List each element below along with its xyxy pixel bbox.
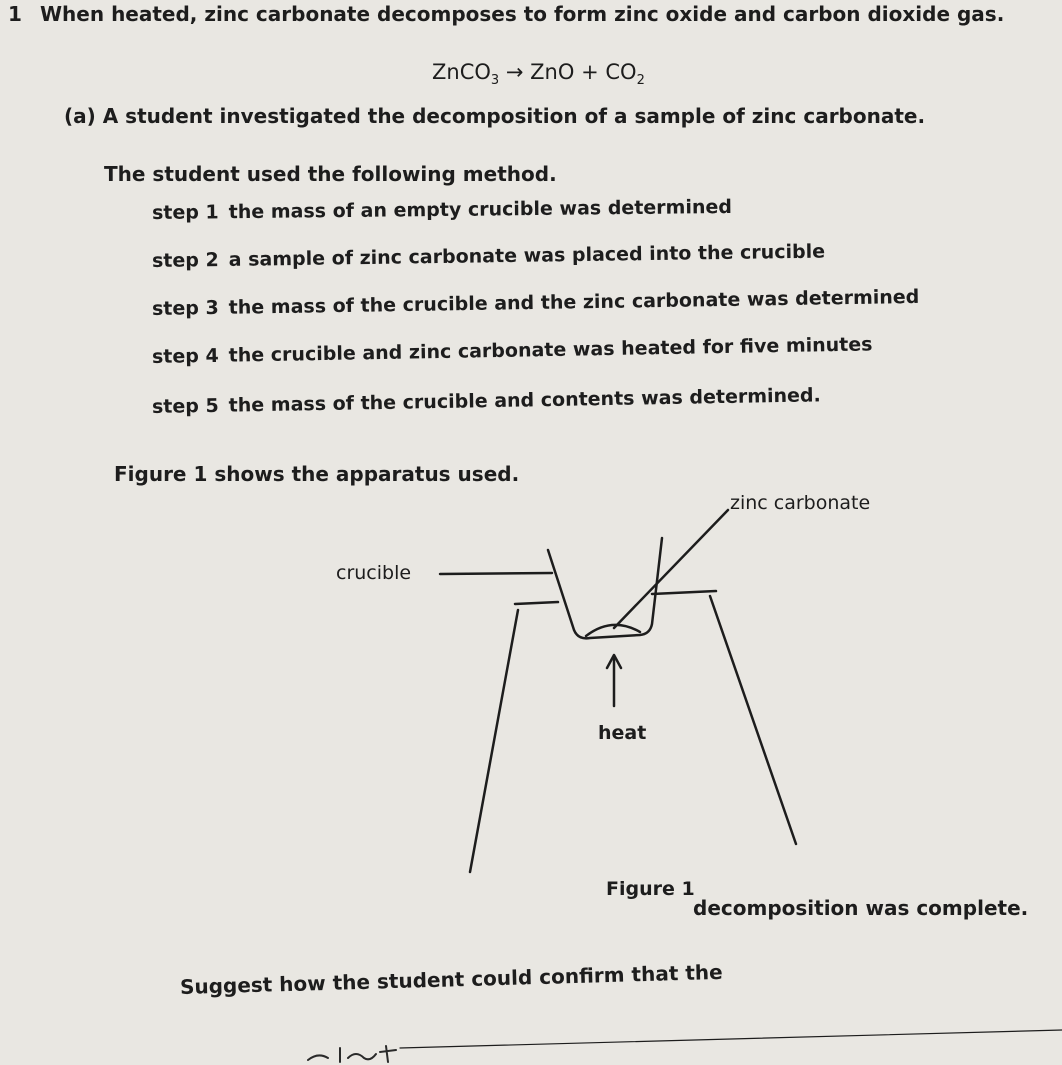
tripod-top-right [652,591,716,594]
zinc-carbonate-leader-line [614,510,728,628]
question-number: 1 [8,2,22,26]
tripod-leg-left [470,610,518,872]
crucible-leader-line [440,573,552,574]
crucible [548,538,662,638]
product-2-subscript: 2 [636,73,645,89]
tripod-leg-right [710,596,796,844]
tripod-top-left [515,602,558,604]
label-heat: heat [598,722,647,744]
figure-intro: Figure 1 shows the apparatus used. [114,462,520,486]
step-label: step 2 [151,249,219,272]
step-label: step 4 [151,344,219,368]
product-1: ZnO [530,60,575,84]
step-text: a sample of zinc carbonate was placed into the crucible [228,240,826,271]
answer-line [400,1030,1062,1048]
reactant-subscript: 3 [490,73,500,89]
method-intro: The student used the following method. [104,162,557,186]
handwriting-scribble [300,1038,420,1065]
step-text: the mass of the crucible and the zinc carbonate was determined [228,285,920,319]
step-text: the crucible and zinc carbonate was heated for five minutes [228,333,873,367]
product-2: CO [605,60,637,84]
step-label: step 5 [151,394,219,418]
label-crucible: crucible [336,562,412,584]
label-zinc-carbonate: zinc carbonate [730,492,871,514]
step-text: the mass of the crucible and contents was determined. [228,384,821,417]
plus-sign: + [581,60,599,84]
reactant: ZnCO [432,60,491,84]
question-prompt: Suggest how the student could confirm that the [179,959,723,999]
step-label: step 1 [151,201,219,224]
step-text: the mass of an empty crucible was determined [228,195,733,224]
question-prompt-end: decomposition was complete. [693,896,1029,920]
reaction-arrow: → [505,60,524,84]
part-a-intro: (a) A student investigated the decomposition of a sample of zinc carbonate. [64,104,926,128]
step-label: step 3 [151,296,219,320]
figure-caption: Figure 1 [606,878,695,900]
question-text: When heated, zinc carbonate decomposes to form zinc oxide and carbon dioxide gas. [40,2,1005,26]
